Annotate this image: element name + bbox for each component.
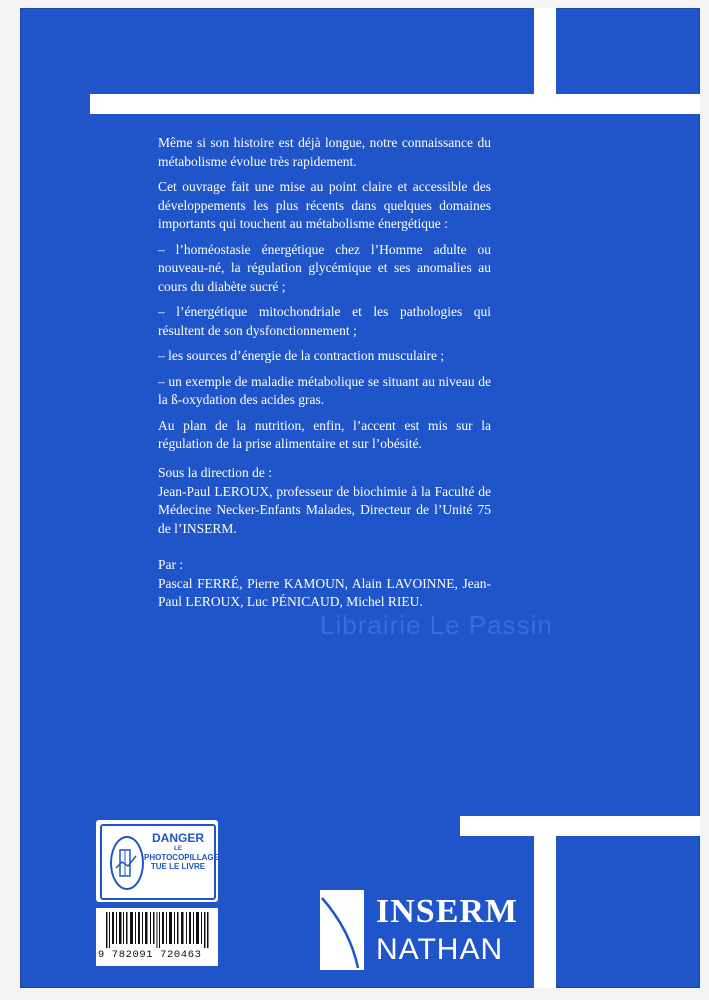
rule-bottom-horizontal bbox=[460, 816, 700, 836]
description-paragraph-2: Cet ouvrage fait une mise au point claire et accessible des développements les plus récents dans quelques domaines importants qui touchent au métabolisme énergétique : bbox=[158, 179, 491, 231]
danger-line-2: TUE LE LIVRE bbox=[150, 862, 206, 871]
broken-book-icon bbox=[110, 836, 144, 890]
isbn-number: 9 782091 720463 bbox=[98, 949, 202, 961]
publisher-inserm: INSERM bbox=[376, 893, 519, 930]
barcode-bars bbox=[106, 912, 210, 948]
rule-top-vertical bbox=[534, 8, 556, 114]
credits-block bbox=[158, 464, 491, 612]
watermark: Librairie Le Passin bbox=[320, 610, 553, 640]
description-item-4: – un exemple de maladie métabolique se situant au niveau de la ß-oxydation des acides gras. bbox=[158, 373, 491, 407]
authors-names: Pascal FERRÉ, Pierre KAMOUN, Alain LAVOINNE, Jean-Paul LEROUX, Luc PÉNICAUD, Michel RIEU. bbox=[158, 575, 491, 609]
rule-bottom-vertical bbox=[534, 816, 556, 988]
danger-text bbox=[144, 831, 219, 871]
description-paragraph-3: Au plan de la nutrition, enfin, l’accent est mis sur la régulation de la prise alimentaire et sur l’obésité. bbox=[158, 417, 491, 451]
description-paragraph-1: Même si son histoire est déjà longue, notre connaissance du métabolisme évolue très rapidement. bbox=[158, 135, 491, 169]
danger-photocopy-box bbox=[96, 820, 218, 902]
danger-title: DANGER bbox=[151, 831, 204, 845]
publisher-nathan: NATHAN bbox=[376, 933, 504, 966]
direction-text: Jean-Paul LEROUX, professeur de biochimie à la Faculté de Médecine Necker-Enfants Malades, Directeur de l’Unité 75 de l’INSERM. bbox=[158, 483, 491, 536]
barcode bbox=[96, 908, 218, 966]
description-item-3: – les sources d’énergie de la contraction musculaire ; bbox=[158, 348, 445, 363]
book-back-cover bbox=[20, 8, 700, 988]
description-item-1: – l’homéostasie énergétique chez l’Homme adulte ou nouveau-né, la régulation glycémique et ses anomalies au cours du diabète sucré ; bbox=[158, 241, 491, 294]
danger-subtitle: LE bbox=[174, 846, 182, 852]
danger-line-1: PHOTOCOPILLAGE bbox=[144, 853, 219, 862]
rule-top-horizontal bbox=[90, 94, 700, 114]
authors-label: Par : bbox=[158, 557, 184, 572]
direction-label: Sous la direction de : bbox=[158, 465, 272, 480]
diagonal-stripe-logo bbox=[320, 890, 364, 970]
description-item-2: – l’énergétique mitochondriale et les pathologies qui résultent de son dysfonctionnement ; bbox=[158, 304, 491, 338]
description-block bbox=[158, 134, 491, 461]
